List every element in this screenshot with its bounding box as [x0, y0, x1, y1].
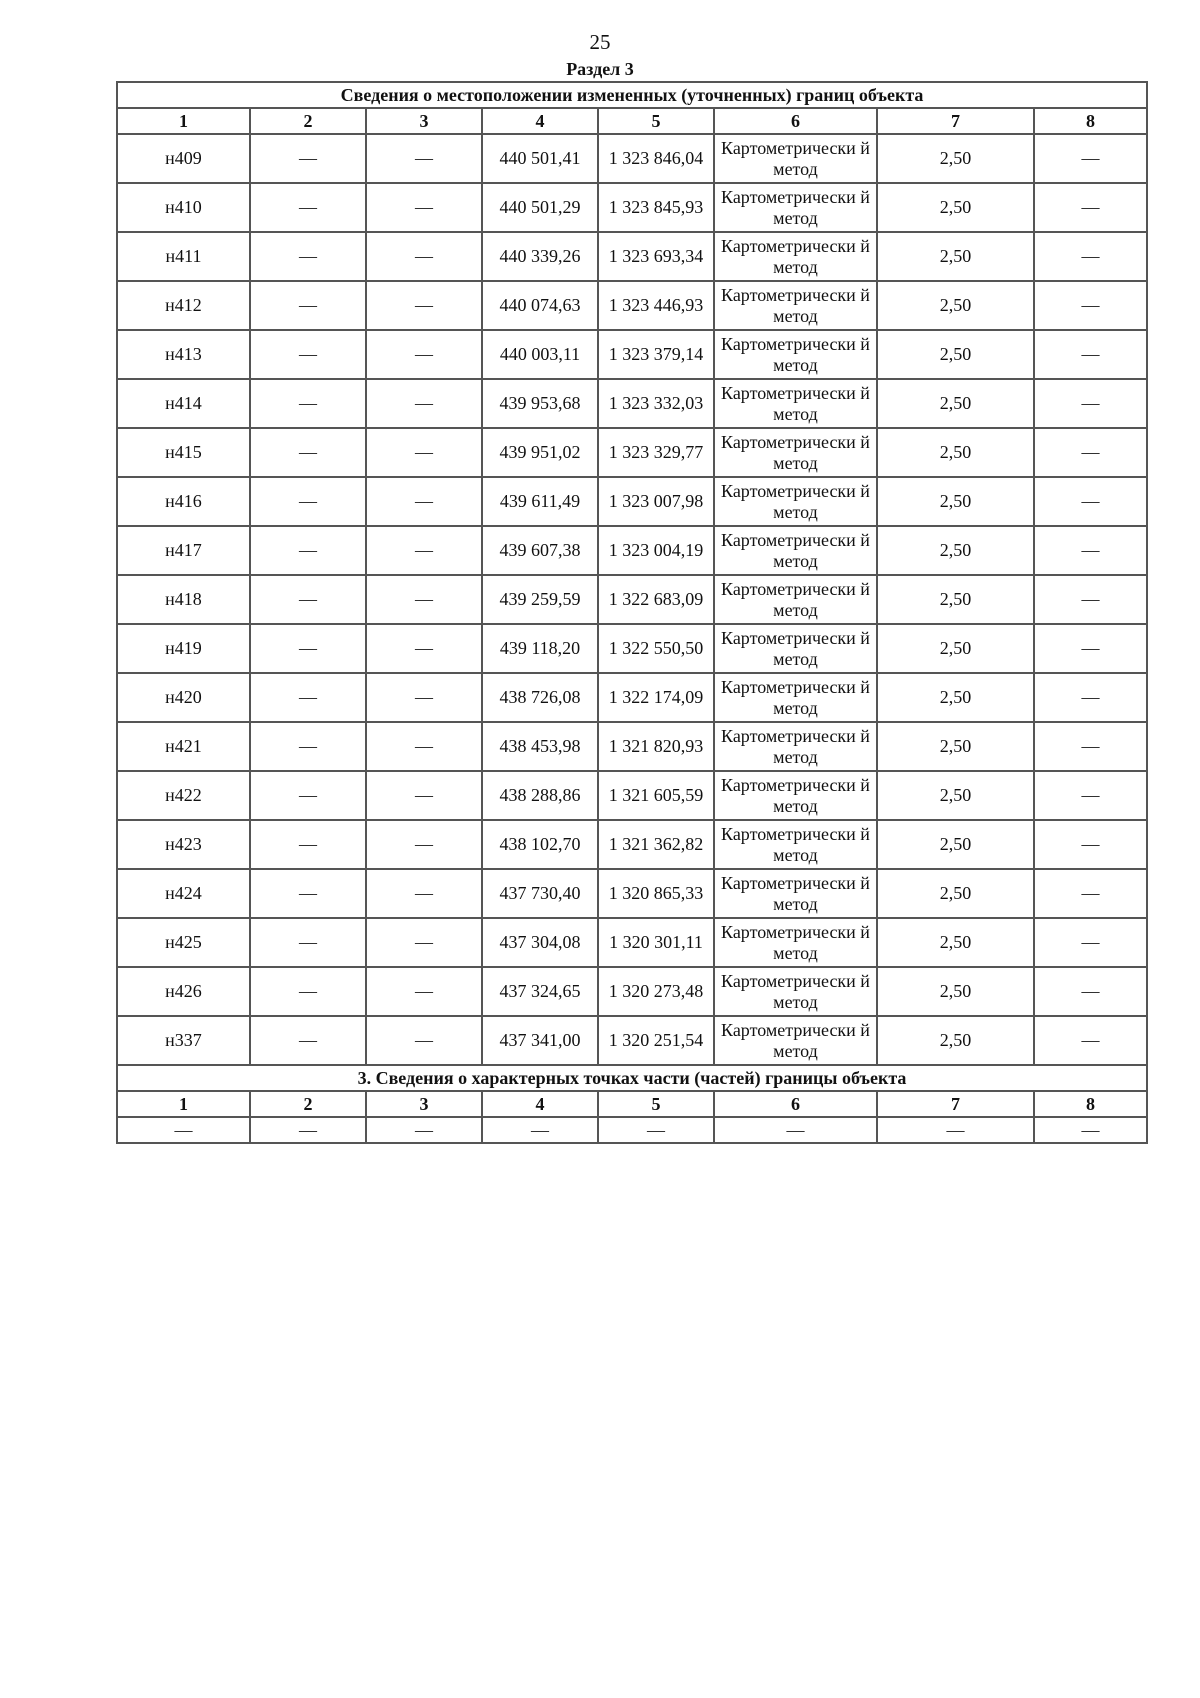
method-cell: Картометрически й метод	[714, 918, 877, 967]
column-header: 4	[482, 1091, 598, 1117]
col-3-cell: —	[366, 575, 482, 624]
column-header: 7	[877, 1091, 1034, 1117]
col-3-cell: —	[366, 477, 482, 526]
method-cell: Картометрически й метод	[714, 379, 877, 428]
y-coordinate-cell: 1 320 301,11	[598, 918, 714, 967]
col-2-cell: —	[250, 575, 366, 624]
point-number-cell: н410	[117, 183, 250, 232]
method-cell: Картометрически й метод	[714, 134, 877, 183]
col-8-cell: —	[1034, 967, 1147, 1016]
method-cell: Картометрически й метод	[714, 526, 877, 575]
col-2-cell: —	[250, 428, 366, 477]
method-cell: Картометрически й метод	[714, 1016, 877, 1065]
x-coordinate-cell: 439 259,59	[482, 575, 598, 624]
accuracy-cell: 2,50	[877, 624, 1034, 673]
y-coordinate-cell: 1 321 362,82	[598, 820, 714, 869]
column-header: 5	[598, 1091, 714, 1117]
point-number-cell: н419	[117, 624, 250, 673]
method-cell: Картометрически й метод	[714, 771, 877, 820]
table-row	[117, 722, 1147, 771]
empty-cell: —	[250, 1117, 366, 1143]
y-coordinate-cell: 1 321 605,59	[598, 771, 714, 820]
column-header: 2	[250, 108, 366, 134]
x-coordinate-cell: 439 953,68	[482, 379, 598, 428]
col-2-cell: —	[250, 771, 366, 820]
col-8-cell: —	[1034, 428, 1147, 477]
column-header: 5	[598, 108, 714, 134]
accuracy-cell: 2,50	[877, 1016, 1034, 1065]
table-row	[117, 771, 1147, 820]
accuracy-cell: 2,50	[877, 232, 1034, 281]
point-number-cell: н413	[117, 330, 250, 379]
col-3-cell: —	[366, 134, 482, 183]
empty-cell: —	[366, 1117, 482, 1143]
col-3-cell: —	[366, 183, 482, 232]
point-number-cell: н426	[117, 967, 250, 1016]
col-8-cell: —	[1034, 134, 1147, 183]
column-header: 3	[366, 1091, 482, 1117]
col-2-cell: —	[250, 526, 366, 575]
col-2-cell: —	[250, 722, 366, 771]
point-number-cell: н422	[117, 771, 250, 820]
boundary-table	[116, 81, 1148, 1144]
table-row	[117, 428, 1147, 477]
col-2-cell: —	[250, 820, 366, 869]
col-8-cell: —	[1034, 232, 1147, 281]
x-coordinate-cell: 437 304,08	[482, 918, 598, 967]
x-coordinate-cell: 437 341,00	[482, 1016, 598, 1065]
x-coordinate-cell: 440 003,11	[482, 330, 598, 379]
col-8-cell: —	[1034, 183, 1147, 232]
table-title-row	[117, 82, 1147, 108]
col-2-cell: —	[250, 281, 366, 330]
y-coordinate-cell: 1 323 379,14	[598, 330, 714, 379]
column-header: 8	[1034, 108, 1147, 134]
method-cell: Картометрически й метод	[714, 869, 877, 918]
table-row	[117, 820, 1147, 869]
col-2-cell: —	[250, 134, 366, 183]
col-8-cell: —	[1034, 281, 1147, 330]
table-row	[117, 1117, 1147, 1143]
col-2-cell: —	[250, 379, 366, 428]
col-8-cell: —	[1034, 673, 1147, 722]
accuracy-cell: 2,50	[877, 134, 1034, 183]
point-number-cell: н417	[117, 526, 250, 575]
col-3-cell: —	[366, 526, 482, 575]
col-8-cell: —	[1034, 330, 1147, 379]
x-coordinate-cell: 439 611,49	[482, 477, 598, 526]
empty-cell: —	[482, 1117, 598, 1143]
y-coordinate-cell: 1 323 846,04	[598, 134, 714, 183]
point-number-cell: н418	[117, 575, 250, 624]
accuracy-cell: 2,50	[877, 869, 1034, 918]
column-header: 2	[250, 1091, 366, 1117]
x-coordinate-cell: 439 607,38	[482, 526, 598, 575]
column-header: 3	[366, 108, 482, 134]
accuracy-cell: 2,50	[877, 428, 1034, 477]
col-8-cell: —	[1034, 771, 1147, 820]
empty-cell: —	[598, 1117, 714, 1143]
column-header: 7	[877, 108, 1034, 134]
x-coordinate-cell: 437 730,40	[482, 869, 598, 918]
col-3-cell: —	[366, 624, 482, 673]
y-coordinate-cell: 1 323 693,34	[598, 232, 714, 281]
accuracy-cell: 2,50	[877, 771, 1034, 820]
point-number-cell: н411	[117, 232, 250, 281]
method-cell: Картометрически й метод	[714, 232, 877, 281]
x-coordinate-cell: 438 288,86	[482, 771, 598, 820]
accuracy-cell: 2,50	[877, 575, 1034, 624]
column-header: 8	[1034, 1091, 1147, 1117]
point-number-cell: н412	[117, 281, 250, 330]
y-coordinate-cell: 1 322 174,09	[598, 673, 714, 722]
table-row	[117, 526, 1147, 575]
col-8-cell: —	[1034, 722, 1147, 771]
table-row	[117, 477, 1147, 526]
method-cell: Картометрически й метод	[714, 624, 877, 673]
accuracy-cell: 2,50	[877, 526, 1034, 575]
empty-cell: —	[714, 1117, 877, 1143]
accuracy-cell: 2,50	[877, 477, 1034, 526]
y-coordinate-cell: 1 321 820,93	[598, 722, 714, 771]
col-8-cell: —	[1034, 820, 1147, 869]
accuracy-cell: 2,50	[877, 281, 1034, 330]
method-cell: Картометрически й метод	[714, 967, 877, 1016]
accuracy-cell: 2,50	[877, 379, 1034, 428]
accuracy-cell: 2,50	[877, 967, 1034, 1016]
method-cell: Картометрически й метод	[714, 820, 877, 869]
table-row	[117, 918, 1147, 967]
accuracy-cell: 2,50	[877, 330, 1034, 379]
col-2-cell: —	[250, 477, 366, 526]
y-coordinate-cell: 1 320 273,48	[598, 967, 714, 1016]
table-row	[117, 1016, 1147, 1065]
col-3-cell: —	[366, 673, 482, 722]
method-cell: Картометрически й метод	[714, 477, 877, 526]
y-coordinate-cell: 1 322 550,50	[598, 624, 714, 673]
col-3-cell: —	[366, 281, 482, 330]
y-coordinate-cell: 1 320 865,33	[598, 869, 714, 918]
y-coordinate-cell: 1 322 683,09	[598, 575, 714, 624]
col-3-cell: —	[366, 722, 482, 771]
y-coordinate-cell: 1 323 007,98	[598, 477, 714, 526]
method-cell: Картометрически й метод	[714, 428, 877, 477]
accuracy-cell: 2,50	[877, 722, 1034, 771]
x-coordinate-cell: 438 726,08	[482, 673, 598, 722]
x-coordinate-cell: 438 453,98	[482, 722, 598, 771]
column-header: 6	[714, 108, 877, 134]
column-header: 1	[117, 108, 250, 134]
table-row	[117, 624, 1147, 673]
y-coordinate-cell: 1 323 845,93	[598, 183, 714, 232]
column-header-row	[117, 108, 1147, 134]
col-2-cell: —	[250, 673, 366, 722]
x-coordinate-cell: 439 118,20	[482, 624, 598, 673]
table-row	[117, 379, 1147, 428]
point-number-cell: н425	[117, 918, 250, 967]
col-2-cell: —	[250, 967, 366, 1016]
accuracy-cell: 2,50	[877, 820, 1034, 869]
table-row	[117, 232, 1147, 281]
empty-cell: —	[117, 1117, 250, 1143]
col-2-cell: —	[250, 330, 366, 379]
col-3-cell: —	[366, 820, 482, 869]
col-8-cell: —	[1034, 526, 1147, 575]
page-number: 25	[589, 30, 611, 54]
col-2-cell: —	[250, 1016, 366, 1065]
col-3-cell: —	[366, 771, 482, 820]
col-8-cell: —	[1034, 575, 1147, 624]
col-8-cell: —	[1034, 1016, 1147, 1065]
col-2-cell: —	[250, 869, 366, 918]
method-cell: Картометрически й метод	[714, 673, 877, 722]
col-8-cell: —	[1034, 477, 1147, 526]
y-coordinate-cell: 1 323 332,03	[598, 379, 714, 428]
empty-cell: —	[1034, 1117, 1147, 1143]
table-row	[117, 330, 1147, 379]
section-title: Раздел 3	[566, 59, 634, 79]
point-number-cell: н424	[117, 869, 250, 918]
col-8-cell: —	[1034, 624, 1147, 673]
point-number-cell: н414	[117, 379, 250, 428]
point-number-cell: н420	[117, 673, 250, 722]
method-cell: Картометрически й метод	[714, 330, 877, 379]
x-coordinate-cell: 440 501,41	[482, 134, 598, 183]
table-row	[117, 967, 1147, 1016]
x-coordinate-cell: 438 102,70	[482, 820, 598, 869]
x-coordinate-cell: 440 074,63	[482, 281, 598, 330]
col-8-cell: —	[1034, 379, 1147, 428]
point-number-cell: н337	[117, 1016, 250, 1065]
col-3-cell: —	[366, 918, 482, 967]
y-coordinate-cell: 1 323 446,93	[598, 281, 714, 330]
section3-header-row	[117, 1091, 1147, 1117]
accuracy-cell: 2,50	[877, 918, 1034, 967]
empty-cell: —	[877, 1117, 1034, 1143]
point-number-cell: н409	[117, 134, 250, 183]
col-3-cell: —	[366, 1016, 482, 1065]
col-3-cell: —	[366, 232, 482, 281]
column-header: 6	[714, 1091, 877, 1117]
table-row	[117, 673, 1147, 722]
x-coordinate-cell: 439 951,02	[482, 428, 598, 477]
col-2-cell: —	[250, 624, 366, 673]
table-row	[117, 134, 1147, 183]
table-row	[117, 869, 1147, 918]
col-2-cell: —	[250, 918, 366, 967]
table-row	[117, 575, 1147, 624]
x-coordinate-cell: 440 339,26	[482, 232, 598, 281]
table-title: Сведения о местоположении измененных (уточненных) границ объекта	[117, 82, 1147, 108]
point-number-cell: н423	[117, 820, 250, 869]
point-number-cell: н416	[117, 477, 250, 526]
col-3-cell: —	[366, 869, 482, 918]
point-number-cell: н415	[117, 428, 250, 477]
section3-title-row	[117, 1065, 1147, 1091]
col-2-cell: —	[250, 232, 366, 281]
col-3-cell: —	[366, 967, 482, 1016]
table-row	[117, 183, 1147, 232]
x-coordinate-cell: 440 501,29	[482, 183, 598, 232]
y-coordinate-cell: 1 323 329,77	[598, 428, 714, 477]
method-cell: Картометрически й метод	[714, 575, 877, 624]
col-3-cell: —	[366, 379, 482, 428]
accuracy-cell: 2,50	[877, 673, 1034, 722]
table-row	[117, 281, 1147, 330]
method-cell: Картометрически й метод	[714, 183, 877, 232]
y-coordinate-cell: 1 320 251,54	[598, 1016, 714, 1065]
y-coordinate-cell: 1 323 004,19	[598, 526, 714, 575]
section3-title: 3. Сведения о характерных точках части (частей) границы объекта	[117, 1065, 1147, 1091]
method-cell: Картометрически й метод	[714, 722, 877, 771]
col-2-cell: —	[250, 183, 366, 232]
x-coordinate-cell: 437 324,65	[482, 967, 598, 1016]
accuracy-cell: 2,50	[877, 183, 1034, 232]
method-cell: Картометрически й метод	[714, 281, 877, 330]
column-header: 4	[482, 108, 598, 134]
point-number-cell: н421	[117, 722, 250, 771]
col-3-cell: —	[366, 330, 482, 379]
col-8-cell: —	[1034, 918, 1147, 967]
col-8-cell: —	[1034, 869, 1147, 918]
column-header: 1	[117, 1091, 250, 1117]
col-3-cell: —	[366, 428, 482, 477]
